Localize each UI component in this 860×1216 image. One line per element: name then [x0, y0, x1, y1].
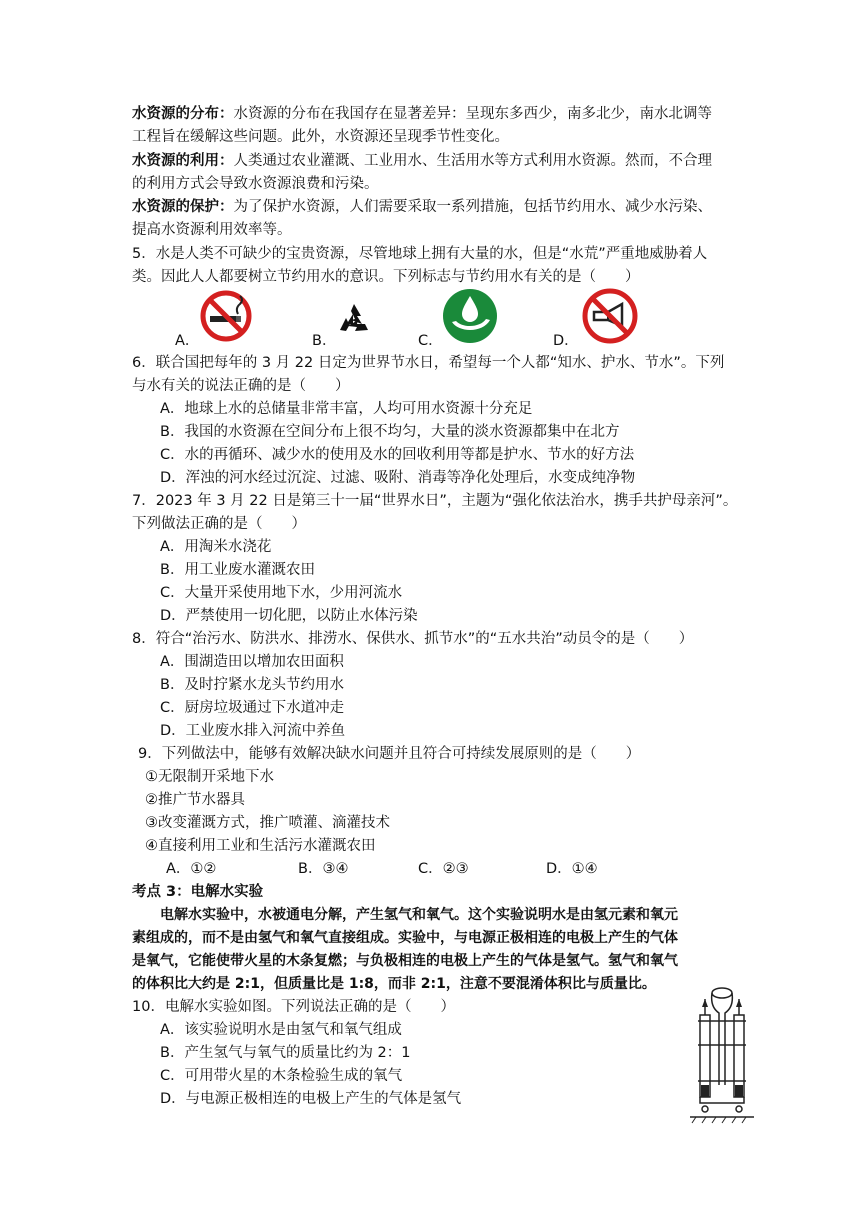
intro-use-line-2: 的利用方式会导致水资源浪费和污染。	[132, 176, 379, 192]
q8-option-d[interactable]: D．工业废水排入河流中养鱼	[160, 723, 346, 739]
q10-option-b[interactable]: B．产生氢气与氧气的质量比约为 2：1	[160, 1045, 411, 1061]
electrolysis-apparatus-icon	[686, 985, 758, 1127]
q5-option-a[interactable]: A．	[175, 333, 200, 349]
q9-item-2: ②推广节水器具	[145, 792, 245, 808]
intro-protect-line-1	[132, 196, 712, 218]
q9-item-3: ③改变灌溉方式，推广喷灌、滴灌技术	[145, 815, 390, 831]
q10-option-d[interactable]: D．与电源正极相连的电极上产生的气体是氢气	[160, 1091, 462, 1107]
q10-option-a[interactable]: A．该实验说明水是由氢气和氧气组成	[160, 1022, 402, 1038]
intro-distribution-line-2: 工程旨在缓解这些问题。此外，水资源还呈现季节性变化。	[132, 129, 509, 145]
q7-stem-1: 7．2023 年 3 月 22 日是第三十一届“世界水日”，主题为“强化依法治水，携手共护母亲河”。	[132, 493, 738, 509]
q9-stem-1: 9．下列做法中，能够有效解决缺水问题并且符合可持续发展原则的是（ ）	[138, 746, 641, 762]
q8-option-b[interactable]: B．及时拧紧水龙头节约用水	[160, 677, 344, 693]
kp3-title: 考点 3：电解水实验	[132, 884, 264, 900]
kp3-text-4: 的体积比大约是 2:1，但质量比是 1:8，而非 2:1，注意不要混淆体积比与质量比。	[132, 976, 656, 992]
q8-option-a[interactable]: A．围湖造田以增加农田面积	[160, 654, 344, 670]
q6-stem-1: 6．联合国把每年的 3 月 22 日定为世界节水日，希望每一个人都“知水、护水、节水”。下列	[132, 355, 725, 371]
q9-option-a[interactable]: A．①②	[166, 861, 217, 877]
distribution-text-1: 水资源的分布在我国存在显著差异：呈现东多西少，南多北少，南水北调等	[233, 106, 712, 122]
q8-option-c[interactable]: C．厨房垃圾通过下水道冲走	[160, 700, 345, 716]
q9-item-4: ④直接利用工业和生活污水灌溉农田	[145, 838, 376, 854]
recycle-icon	[334, 300, 374, 340]
q5-stem-2: 类。因此人人都要树立节约用水的意识。下列标志与节约用水有关的是（ ）	[132, 269, 640, 285]
q9-option-c[interactable]: C．②③	[418, 861, 469, 877]
water-saving-icon	[442, 288, 498, 344]
kp3-text-1: 电解水实验中，水被通电分解，产生氢气和氧气。这个实验说明水是由氢元素和氧元	[160, 907, 678, 923]
q10-option-c[interactable]: C．可用带火星的木条检验生成的氧气	[160, 1068, 403, 1084]
q10-stem-1: 10．电解水实验如图。下列说法正确的是（ ）	[132, 999, 455, 1015]
q6-option-d[interactable]: D．浑浊的河水经过沉淀、过滤、吸附、消毒等净化处理后，水变成纯净物	[160, 470, 636, 486]
q6-option-a[interactable]: A．地球上水的总储量非常丰富，人均可用水资源十分充足	[160, 401, 533, 417]
q5-stem-1: 5．水是人类不可缺少的宝贵资源，尽管地球上拥有大量的水，但是“水荒”严重地威胁着人	[132, 246, 708, 262]
q7-option-c[interactable]: C．大量开采使用地下水，少用河流水	[160, 585, 403, 601]
kp3-text-3: 是氧气，它能使带火星的木条复燃；与负极相连的电极上产生的气体是氢气。氢气和氧气	[132, 953, 678, 969]
no-smoking-icon	[198, 289, 254, 343]
intro-use-line-1	[132, 150, 712, 172]
q6-option-b[interactable]: B．我国的水资源在空间分布上很不均匀，大量的淡水资源都集中在北方	[160, 424, 620, 440]
q7-stem-2: 下列做法正确的是（ ）	[132, 516, 306, 532]
q6-option-c[interactable]: C．水的再循环、减少水的使用及水的回收利用等都是护水、节水的好方法	[160, 447, 635, 463]
use-text-1: 人类通过农业灌溉、工业用水、生活用水等方式利用水资源。然而，不合理	[233, 153, 712, 169]
intro-protect-line-2: 提高水资源利用效率等。	[132, 222, 292, 238]
q9-option-b[interactable]: B．③④	[298, 861, 349, 877]
q6-stem-2: 与水有关的说法正确的是（ ）	[132, 378, 350, 394]
protect-text-1: 为了保护水资源，人们需要采取一系列措施，包括节约用水、减少水污染、	[233, 199, 712, 215]
no-horn-icon	[580, 287, 640, 345]
q5-option-b[interactable]: B．	[312, 333, 337, 349]
q7-option-a[interactable]: A．用淘米水浇花	[160, 539, 272, 555]
q9-item-1: ①无限制开采地下水	[145, 769, 274, 785]
q7-option-b[interactable]: B．用工业废水灌溉农田	[160, 562, 315, 578]
intro-distribution-line-1	[132, 103, 712, 125]
q9-option-d[interactable]: D．①④	[546, 861, 598, 877]
kp3-text-2: 素组成的，而不是由氢气和氧气直接组成。实验中，与电源正极相连的电极上产生的气体	[132, 930, 678, 946]
q5-option-d[interactable]: D．	[553, 333, 579, 349]
distribution-label: 水资源的分布：	[132, 106, 234, 122]
q8-stem-1: 8．符合“治污水、防洪水、排涝水、保供水、抓节水”的“五水共治”动员令的是（ ）	[132, 631, 694, 647]
q5-option-c[interactable]: C．	[418, 333, 443, 349]
protect-label: 水资源的保护：	[132, 199, 234, 215]
q7-option-d[interactable]: D．严禁使用一切化肥，以防止水体污染	[160, 608, 418, 624]
use-label: 水资源的利用：	[132, 153, 234, 169]
